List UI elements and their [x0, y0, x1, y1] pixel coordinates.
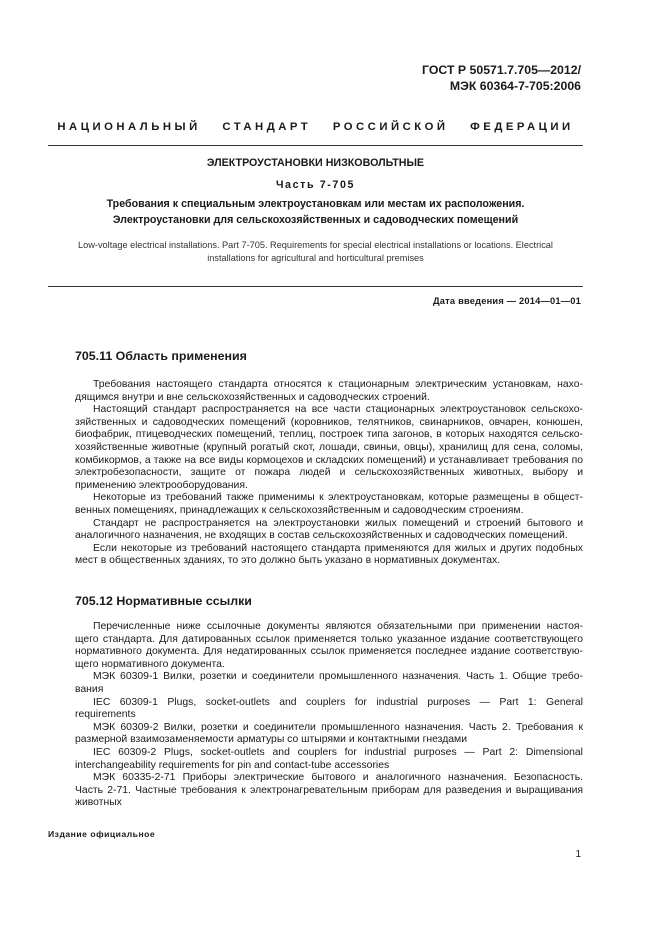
paragraph-line: Если некоторые из требований настоящего стандарта применяются для жилых и других подобных	[93, 542, 583, 554]
subtitle-line: Электроустановки для сельскохозяйственных и садоводческих помещений	[112, 214, 519, 226]
paragraph-line: зяйственных и садоводческих помещений (коровников, телятников, свинарников, овчарен, конюшен,	[75, 416, 583, 428]
english-title-line: installations for agricultural and horticultural premises	[207, 253, 424, 264]
reference-line: вания	[75, 683, 104, 695]
reference-line: requirements	[75, 709, 136, 721]
document-part: Часть 7-705	[275, 179, 356, 191]
paragraph-line: нормативного документа. Для недатированных ссылок применяется последнее издание соответствую-	[75, 646, 583, 658]
paragraph-line: дящимся внутри и вне сельскохозяйственных и садоводческих строений.	[75, 391, 430, 403]
paragraph-line: аналогичного назначения, не входящих в состав сельскохозяйственных и садоводческих помещений.	[75, 530, 568, 542]
paragraph-line: щего нормативного документа.	[75, 658, 225, 670]
paragraph-line: Требования настоящего стандарта относятся к стационарным электрическим установкам, нахо-	[93, 379, 583, 390]
reference-line: животных	[75, 797, 122, 809]
national-standard-banner: НАЦИОНАЛЬНЫЙ СТАНДАРТ РОССИЙСКОЙ ФЕДЕРАЦИИ	[57, 121, 574, 133]
paragraph-line: Некоторые из требований также применимы к электроустановкам, которые размещены в общест-	[93, 492, 583, 504]
official-edition-label: Издание официальное	[48, 829, 156, 839]
reference-line: МЭК 60309-2 Вилки, розетки и соединители промышленного назначения. Часть 2. Требования к	[93, 721, 583, 733]
gost-designation	[422, 62, 581, 94]
paragraph-line: мест в общественных зданиях, то это должно быть указано в нормативных документах.	[75, 555, 501, 567]
paragraph-line: электробезопасности, защите от пожара людей и сельскохозяйственных животных, выбору и	[75, 467, 583, 479]
english-title-line: Low-voltage electrical installations. Part 7-705. Requirements for special electrical installations or locations. Electrical	[78, 240, 553, 250]
document-subtitle	[48, 196, 583, 228]
section-body-scope	[75, 379, 583, 568]
paragraph-line: применению электрооборудования.	[75, 479, 248, 491]
paragraph-line: Перечисленные ниже ссылочные документы являются обязательными при применении настоя-	[93, 621, 583, 632]
reference-line: размерной взаимозаменяемости арматуры со штырями и контактными гнездами	[75, 734, 468, 746]
paragraph-line: комбикормов, а также на все виды кормоцехов и складских помещений) и устанавливает требования по	[75, 454, 583, 466]
paragraph-line: биофабрик, птицеводческих помещений, теплиц, построек типа загонов, в которых находятся сельско-	[75, 429, 583, 441]
reference-line: IEC 60309-1 Plugs, socket-outlets and couplers for industrial purposes — Part 1: General	[93, 696, 583, 708]
section-heading-scope: 705.11 Область применения	[75, 349, 247, 363]
document-title: ЭЛЕКТРОУСТАНОВКИ НИЗКОВОЛЬТНЫЕ	[206, 157, 425, 169]
page-number: 1	[575, 849, 581, 860]
section-body-references	[75, 621, 583, 810]
paragraph-line: Настоящий стандарт распространяется на все части стационарных электроустановок сельскохо-	[93, 404, 583, 416]
reference-line: interchangeability requirements for pin and contact-tube accessories	[75, 759, 390, 771]
reference-line: Часть 2-71. Частные требования к электронагревательным приборам для разведения и выращивания	[75, 784, 583, 796]
paragraph-line: хозяйственные животные (крупный рогатый скот, лошади, свиньи, овцы), хранилищ для сена, соломы,	[75, 441, 583, 453]
reference-line: МЭК 60335-2-71 Приборы электрические бытового и аналогичного назначения. Безопасность.	[93, 772, 583, 784]
reference-line: IEC 60309-2 Plugs, socket-outlets and couplers for industrial purposes — Part 2: Dimensional	[93, 746, 583, 758]
reference-line: МЭК 60309-1 Вилки, розетки и соединители промышленного назначения. Часть 1. Общие требо-	[93, 671, 583, 683]
section-heading-references: 705.12 Нормативные ссылки	[75, 594, 252, 608]
subtitle-line: Требования к специальным электроустановкам или местам их расположения.	[106, 198, 525, 210]
paragraph-line: венных помещениях, принадлежащих к сельскохозяйственным и садоводческим строениям.	[75, 504, 524, 516]
paragraph-line: щего стандарта. Для датированных ссылок применяется только указанное издание соответствующего	[75, 633, 583, 645]
paragraph-line: Стандарт не распространяется на электроустановки жилых помещений и строений бытового и	[93, 517, 583, 529]
top-divider	[48, 145, 583, 146]
bottom-divider	[48, 286, 583, 287]
gost-code-line2: МЭК 60364-7-705:2006	[449, 79, 581, 93]
introduction-date: Дата введения — 2014—01—01	[432, 296, 581, 306]
gost-code-line1: ГОСТ Р 50571.7.705—2012/	[422, 63, 581, 77]
english-title	[48, 239, 583, 266]
